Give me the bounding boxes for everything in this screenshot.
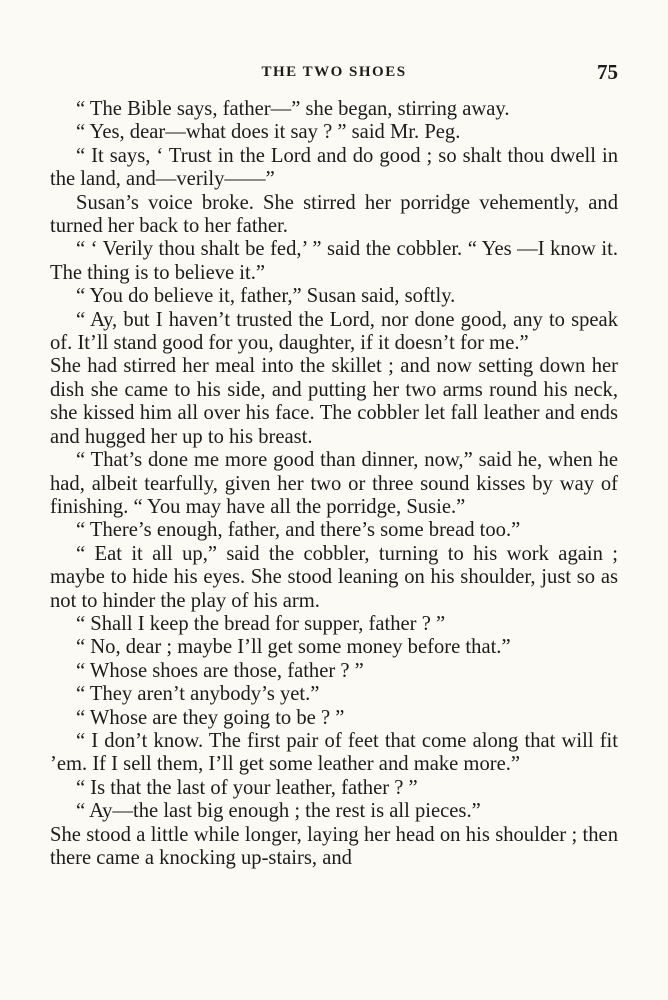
- paragraph: “ Whose are they going to be ? ”: [76, 706, 345, 729]
- paragraph: “ No, dear ; maybe I’ll get some money before that.”: [76, 636, 511, 659]
- paragraph: “ ‘ Verily thou shalt be fed,’ ” said the cobbler. “ Yes —I know it. The thing is to believe it.”: [50, 238, 618, 284]
- running-title: THE TWO SHOES: [261, 64, 407, 80]
- paragraph: “ That’s done me more good than dinner, now,” said he, when he had, albeit tearfully, given her two or three sound kisses by way of finishing. “ You may have all the porridge, Susie.”: [50, 449, 618, 518]
- body-text: [50, 98, 618, 870]
- paragraph: “ Shall I keep the bread for supper, father ? ”: [76, 612, 446, 635]
- paragraph: “ I don’t know. The first pair of feet that come along that will fit ’em. If I sell them, I’ll get some leather and make more.”: [50, 729, 618, 776]
- page-header: [50, 62, 618, 92]
- paragraph: “ Is that the last of your leather, father ? ”: [76, 776, 418, 799]
- paragraph: “ There’s enough, father, and there’s some bread too.”: [76, 519, 521, 542]
- paragraph: “ The Bible says, father—” she began, stirring away.: [76, 98, 510, 120]
- paragraph: She stood a little while longer, laying her head on his shoulder ; then there came a knocking up-stairs, and: [50, 823, 618, 869]
- paragraph: She had stirred her meal into the skillet ; and now setting down her dish she came to his side, and putting her two arms round his neck, she kissed him all over his face. The cobbler let fall leather and ends and hugged her up to his breast.: [50, 355, 618, 448]
- paragraph: “ You do believe it, father,” Susan said, softly.: [76, 285, 456, 308]
- paragraph: “ It says, ‘ Trust in the Lord and do good ; so shalt thou dwell in the land, and—verily——”: [50, 144, 618, 191]
- paragraph: “ Eat it all up,” said the cobbler, turning to his work again ; maybe to hide his eyes. She stood leaning on his shoulder, just so as not to hinder the play of his arm.: [50, 542, 618, 612]
- paragraph: “ Whose shoes are those, father ? ”: [76, 659, 364, 682]
- paragraph: Susan’s voice broke. She stirred her porridge vehemently, and turned her back to her father.: [50, 191, 618, 238]
- paragraph: “ Ay—the last big enough ; the rest is all pieces.”: [76, 800, 481, 823]
- paragraph: “ Ay, but I haven’t trusted the Lord, nor done good, any to speak of. It’ll stand good for you, daughter, if it doesn’t for me.”: [50, 308, 618, 355]
- paragraph: “ They aren’t anybody’s yet.”: [76, 683, 320, 706]
- paragraph: “ Yes, dear—what does it say ? ” said Mr. Peg.: [76, 121, 461, 144]
- page-number: 75: [597, 60, 618, 84]
